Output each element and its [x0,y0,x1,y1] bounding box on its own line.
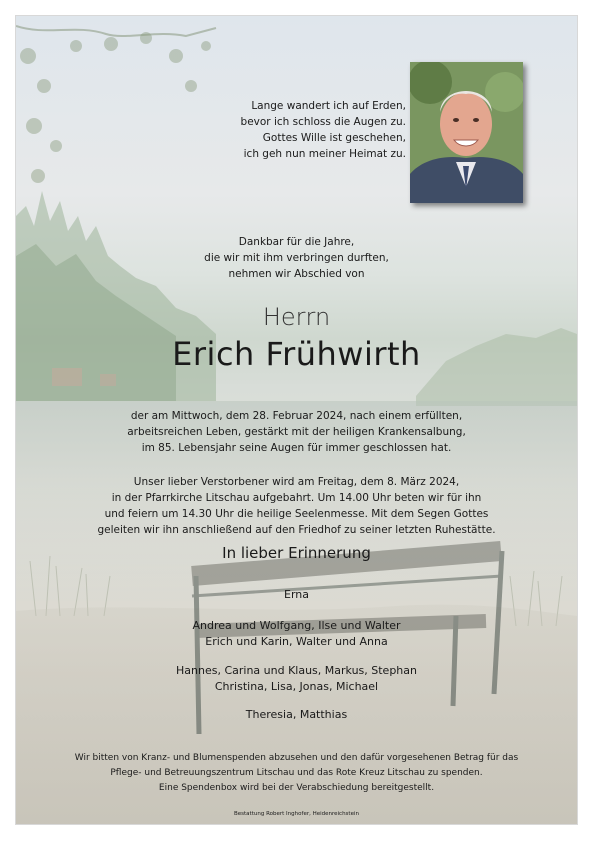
funeral-notice-line: Unser lieber Verstorbener wird am Freitag, dem 8. März 2024, [133,476,460,488]
mourners-group-2 [16,618,577,650]
memory-heading: In lieber Erinnerung [222,544,371,562]
mourner-line: Theresia, Matthias [245,708,348,721]
mourner-line: Erna [284,588,309,601]
death-notice [16,408,577,456]
mourners-group-3 [16,663,577,695]
death-notice-line: arbeitsreichen Leben, gestärkt mit der heiligen Krankensalbung, [127,426,466,438]
mourners-group-1 [16,588,577,601]
mourners-group-4 [16,708,577,721]
undertaker-credit: Bestattung Robert Inghofer, Heidenreichstein [234,811,359,817]
mourner-line: Hannes, Carina und Klaus, Markus, Stephan [176,664,417,677]
donation-notice [16,751,577,796]
farewell-intro [16,234,577,282]
obituary-card [16,16,577,824]
donation-notice-line: Eine Spendenbox wird bei der Verabschiedung bereitgestellt. [158,783,435,793]
death-notice-line: der am Mittwoch, dem 28. Februar 2024, nach einem erfüllten, [130,410,463,422]
donation-notice-line: Wir bitten von Kranz- und Blumenspenden abzusehen und den dafür vorgesehenen Betrag für das [74,753,519,763]
poem-line: Gottes Wille ist geschehen, [262,132,406,144]
poem-line: bevor ich schloss die Augen zu. [240,116,406,128]
mourner-line: Christina, Lisa, Jonas, Michael [214,680,379,693]
death-notice-line: im 85. Lebensjahr seine Augen für immer geschlossen hat. [141,442,452,454]
poem [166,98,406,162]
farewell-intro-line: nehmen wir Abschied von [228,268,365,280]
funeral-notice [16,474,577,538]
farewell-intro-line: Dankbar für die Jahre, [238,236,355,248]
funeral-notice-line: geleiten wir ihn anschließend auf den Friedhof zu seiner letzten Ruhestätte. [97,524,496,536]
donation-notice-line: Pflege- und Betreuungszentrum Litschau und das Rote Kreuz Litschau zu spenden. [110,768,483,778]
mourner-line: Erich und Karin, Walter und Anna [205,635,388,648]
portrait-photo [410,62,523,203]
funeral-notice-line: und feiern um 14.30 Uhr die heilige Seelenmesse. Mit dem Segen Gottes [104,508,489,520]
funeral-notice-line: in der Pfarrkirche Litschau aufgebahrt. Um 14.00 Uhr beten wir für ihn [111,492,482,504]
salutation: Herrn [262,303,331,331]
portrait-image [410,62,523,203]
mourner-line: Andrea und Wolfgang, Ilse und Walter [192,619,401,632]
poem-line: ich geh nun meiner Heimat zu. [243,148,406,160]
deceased-name: Erich Frühwirth [172,335,421,373]
farewell-intro-line: die wir mit ihm verbringen durften, [204,252,389,264]
poem-line: Lange wandert ich auf Erden, [251,100,406,112]
